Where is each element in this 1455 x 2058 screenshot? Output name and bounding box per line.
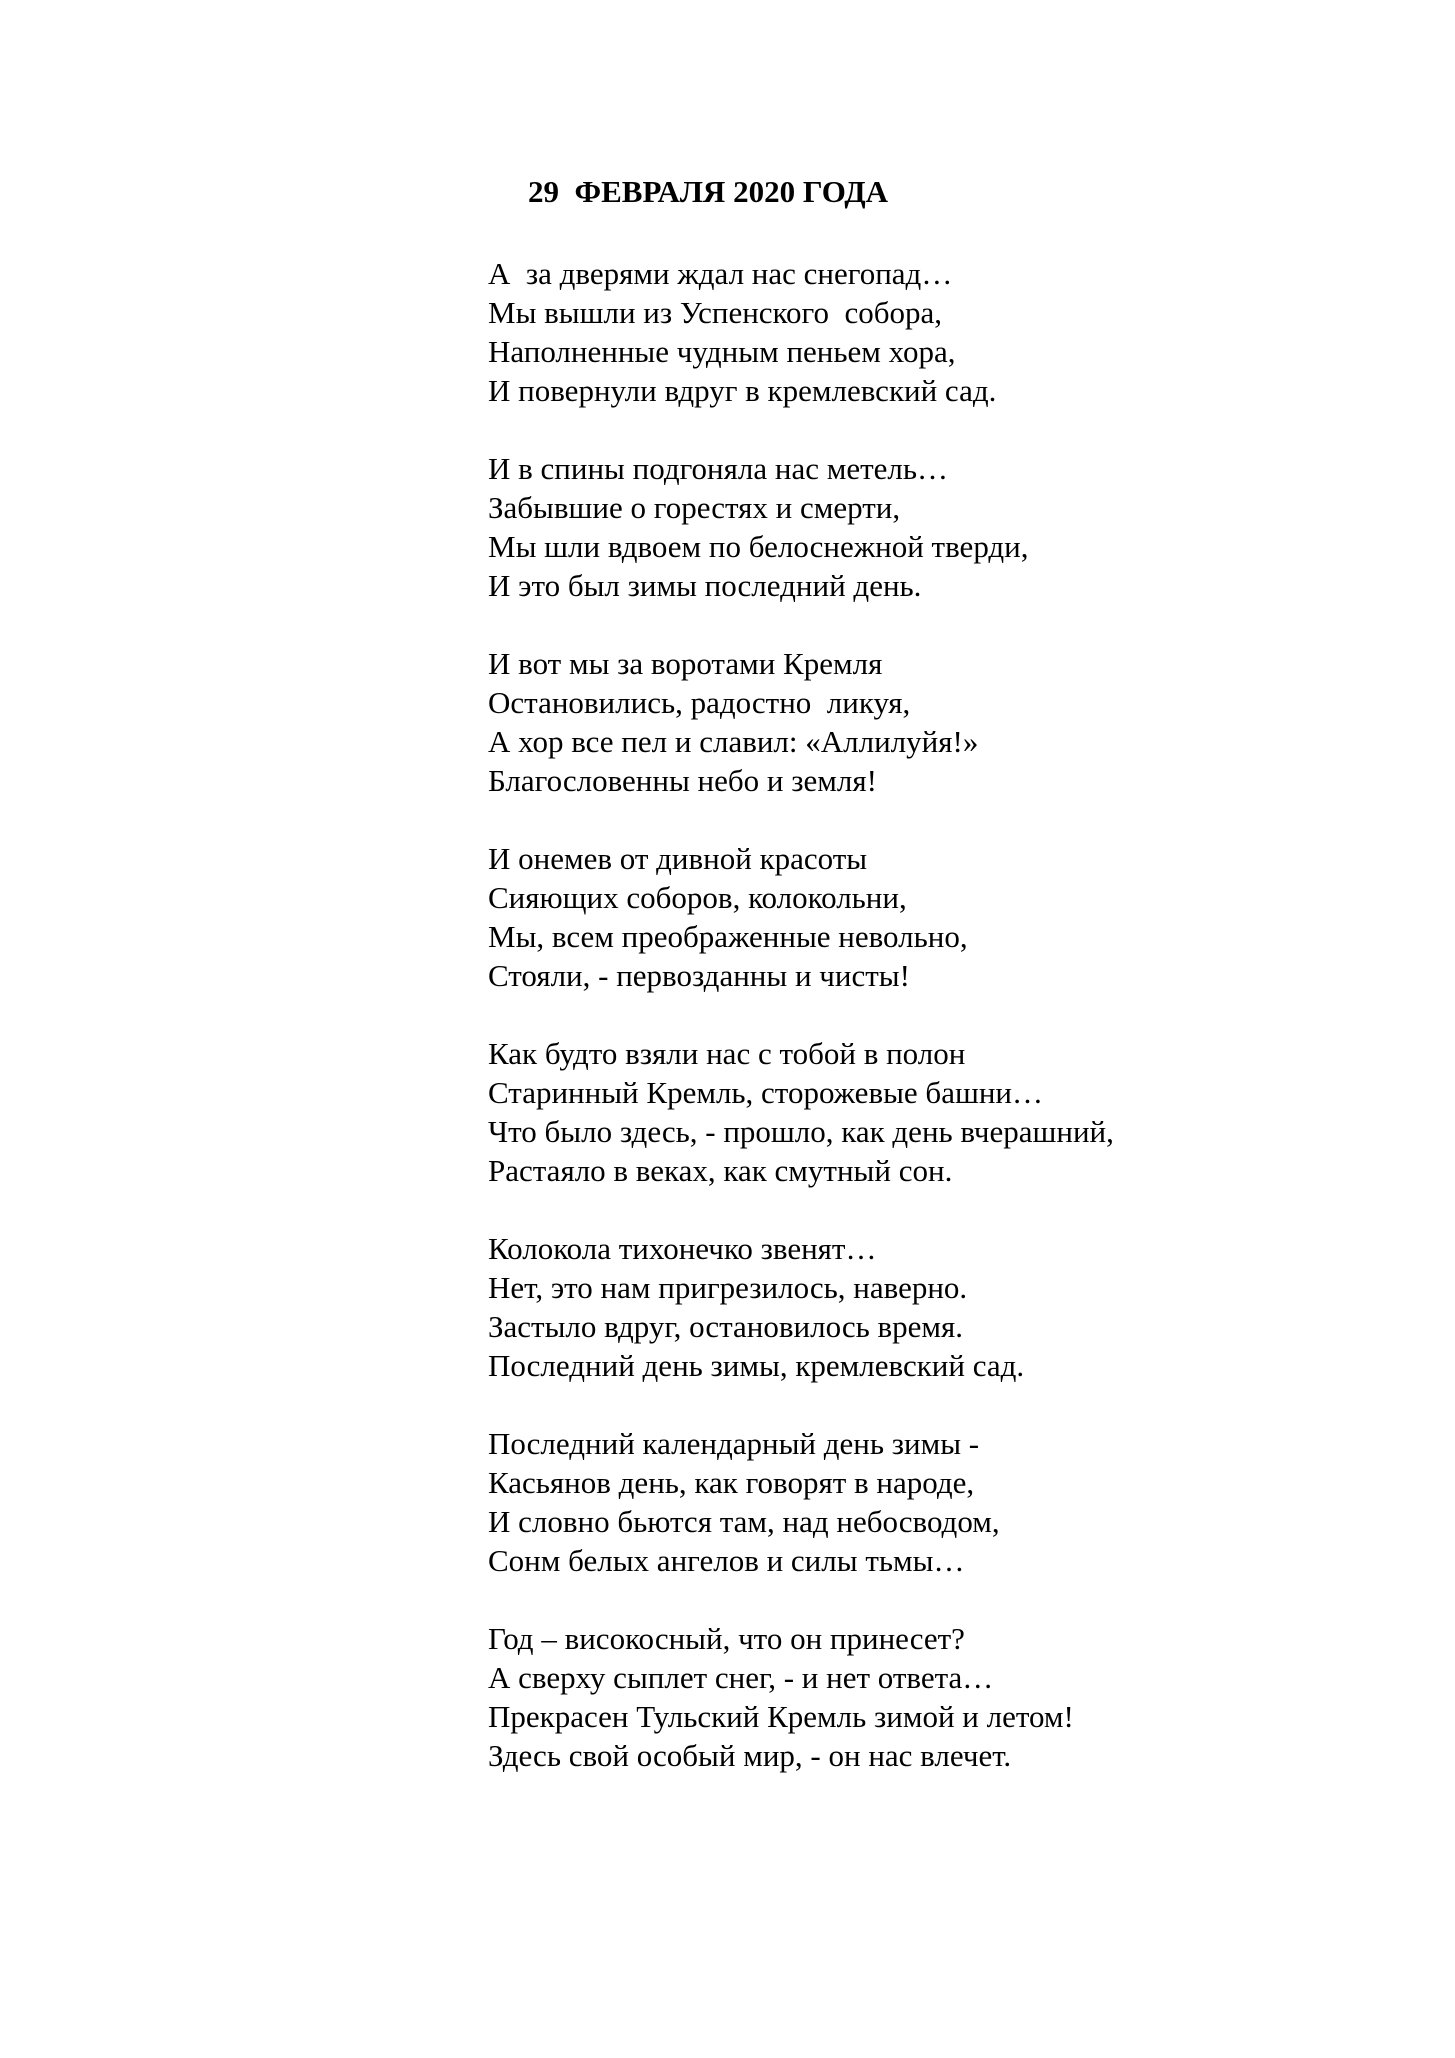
poem-line: Благословенны небо и земля! <box>488 763 877 798</box>
poem-line: И в спины подгоняла нас метель… <box>488 451 949 486</box>
poem-body <box>488 254 1114 1814</box>
poem-line: Нет, это нам пригрезилось, наверно. <box>488 1270 968 1305</box>
stanza-7 <box>488 1424 1114 1580</box>
stanza-2 <box>488 449 1114 605</box>
poem-line: Здесь свой особый мир, - он нас влечет. <box>488 1738 1012 1773</box>
poem-line: Колокола тихонечко звенят… <box>488 1231 877 1266</box>
stanza-3 <box>488 644 1114 800</box>
poem-line: И онемев от дивной красоты <box>488 841 868 876</box>
poem-line: Мы шли вдвоем по белоснежной тверди, <box>488 529 1029 564</box>
poem-line: Касьянов день, как говорят в народе, <box>488 1465 975 1500</box>
poem-line: Год – високосный, что он принесет? <box>488 1621 965 1656</box>
poem-line: И вот мы за воротами Кремля <box>488 646 883 681</box>
poem-title: 29 ФЕВРАЛЯ 2020 ГОДА <box>528 174 889 209</box>
poem-line: И повернули вдруг в кремлевский сад. <box>488 373 997 408</box>
poem-line: Что было здесь, - прошло, как день вчерашний, <box>488 1114 1114 1149</box>
stanza-1 <box>488 254 1114 410</box>
poem-line: Последний календарный день зимы - <box>488 1426 980 1461</box>
poem-line: А за дверями ждал нас снегопад… <box>488 256 953 291</box>
poem-line: Прекрасен Тульский Кремль зимой и летом! <box>488 1699 1074 1734</box>
poem-line: Наполненные чудным пеньем хора, <box>488 334 956 369</box>
poem-line: Старинный Кремль, сторожевые башни… <box>488 1075 1044 1110</box>
poem-line: Растаяло в веках, как смутный сон. <box>488 1153 953 1188</box>
poem-line: Застыло вдруг, остановилось время. <box>488 1309 964 1344</box>
poem-line: Сияющих соборов, колокольни, <box>488 880 907 915</box>
stanza-8 <box>488 1619 1114 1775</box>
poem-line: Мы вышли из Успенского собора, <box>488 295 943 330</box>
poem-line: А сверху сыплет снег, - и нет ответа… <box>488 1660 994 1695</box>
poem-line: Мы, всем преображенные невольно, <box>488 919 968 954</box>
poem-line: Последний день зимы, кремлевский сад. <box>488 1348 1025 1383</box>
poem-line: Остановились, радостно ликуя, <box>488 685 911 720</box>
poem-line: И словно бьются там, над небосводом, <box>488 1504 1000 1539</box>
poem-line: Забывшие о горестях и смерти, <box>488 490 901 525</box>
stanza-5 <box>488 1034 1114 1190</box>
poem-line: Как будто взяли нас с тобой в полон <box>488 1036 966 1071</box>
stanza-6 <box>488 1229 1114 1385</box>
stanza-4 <box>488 839 1114 995</box>
poem-line: Сонм белых ангелов и силы тьмы… <box>488 1543 965 1578</box>
poem-line: А хор все пел и славил: «Аллилуйя!» <box>488 724 979 759</box>
poem-line: Стояли, - первозданны и чисты! <box>488 958 910 993</box>
poem-line: И это был зимы последний день. <box>488 568 922 603</box>
